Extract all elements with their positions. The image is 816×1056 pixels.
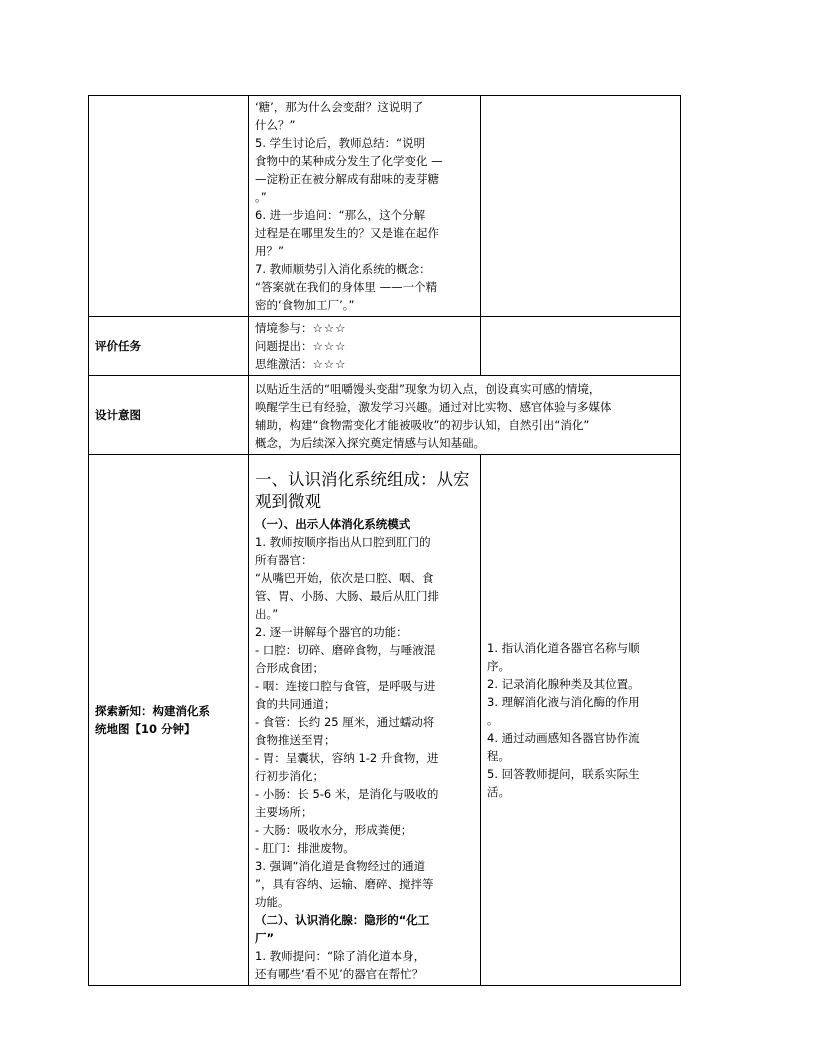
subsection-heading-line: 厂” xyxy=(255,931,275,945)
evaluation-label: 评价任务 xyxy=(89,317,249,376)
explore-row xyxy=(89,455,681,986)
text-line: 以贴近生活的“咀嚼馒头变甜”现象为切入点，创设真实可感的情境， xyxy=(255,382,601,396)
text-line: 辅助，构建“食物需变化才能被吸收”的初步认知，自然引出“消化” xyxy=(255,418,590,432)
text-line: 2. 逐一讲解每个器官的功能： xyxy=(255,625,408,639)
text-line: 什么？” xyxy=(255,118,296,132)
text-line: 6. 进一步追问：“那么，这个分解 xyxy=(255,208,426,222)
row1-content-cell xyxy=(249,96,481,317)
text-line: “从嘴巴开始，依次是口腔、咽、食 xyxy=(255,571,434,585)
text-line: 食物中的某种成分发生了化学变化 — xyxy=(255,154,443,168)
explore-label-line: 统地图【10 分钟】 xyxy=(95,722,196,736)
text-line: 5. 学生讨论后，教师总结：“说明 xyxy=(255,136,426,150)
text-line: 。” xyxy=(255,190,267,204)
evaluation-item-name: 思维激活： xyxy=(255,357,313,371)
text-line: 概念，为后续深入探究奠定情感与认知基础。 xyxy=(255,436,485,450)
text-line: 食的共同通道； xyxy=(255,697,336,711)
text-line: 密的‘食物加工厂’。” xyxy=(255,298,355,312)
row1-label-cell xyxy=(89,96,249,317)
text-line: 功能。 xyxy=(255,895,290,909)
text-line: - 小肠：长 5-6 米，是消化与吸收的 xyxy=(255,787,439,801)
design-intent-label: 设计意图 xyxy=(89,376,249,455)
text-line: 唤醒学生已有经验，激发学习兴趣。通过对比实物、感官体验与多媒体 xyxy=(255,400,612,414)
text-line: 行初步消化； xyxy=(255,769,324,783)
lesson-plan-table xyxy=(88,95,681,986)
process-continuation-row xyxy=(89,96,681,317)
text-line: 1. 教师提问：“除了消化道本身， xyxy=(255,949,426,963)
text-line: 1. 教师按顺序指出从口腔到肛门的 xyxy=(255,535,431,549)
section-heading-line: 观到微观 xyxy=(255,492,321,511)
row1-student-cell xyxy=(481,96,681,317)
text-line: 2. 记录消化腺种类及其位置。 xyxy=(487,677,640,691)
text-line: 4. 通过动画感知各器官协作流 xyxy=(487,731,640,745)
subsection-heading: （一）、出示人体消化系统模式 xyxy=(255,517,411,531)
text-line: 程。 xyxy=(487,749,510,763)
text-line: 所有器官： xyxy=(255,553,313,567)
text-line: - 食管：长约 25 厘米，通过蠕动将 xyxy=(255,715,435,729)
text-line: 用？” xyxy=(255,244,284,258)
evaluation-item-name: 问题提出： xyxy=(255,339,313,353)
evaluation-row xyxy=(89,317,681,376)
text-line: 3. 理解消化液与消化酶的作用 xyxy=(487,695,640,709)
subsection-heading-line: （二）、认识消化腺：隐形的“化工 xyxy=(255,913,430,927)
text-line: 合形成食团； xyxy=(255,661,324,675)
text-line: - 咽：连接口腔与食管，是呼吸与进 xyxy=(255,679,436,693)
evaluation-item-name: 情境参与： xyxy=(255,321,313,335)
text-line: 序。 xyxy=(487,659,510,673)
text-line: 1. 指认消化道各器官名称与顺 xyxy=(487,641,640,655)
text-line: ‘糖’，那为什么会变甜？这说明了 xyxy=(255,100,424,114)
text-line: - 口腔：切碎、磨碎食物，与唾液混 xyxy=(255,643,436,657)
text-line: 7. 教师顺势引入消化系统的概念： xyxy=(255,262,431,276)
text-line: —淀粉正在被分解成有甜味的麦芽糖 xyxy=(255,172,439,186)
text-line: 食物推送至胃； xyxy=(255,733,336,747)
rating-stars: ☆☆☆ xyxy=(312,339,347,353)
text-line: 管、胃、小肠、大肠、最后从肛门排 xyxy=(255,589,439,603)
text-line: 主要场所； xyxy=(255,805,313,819)
design-intent-row xyxy=(89,376,681,455)
section-heading xyxy=(255,469,474,513)
explore-teacher-cell xyxy=(249,455,481,986)
subsection-heading xyxy=(255,911,474,947)
explore-label xyxy=(89,455,249,986)
evaluation-item xyxy=(255,355,474,373)
evaluation-item xyxy=(255,319,474,337)
text-line: “答案就在我们的身体里 ——一个精 xyxy=(255,280,438,294)
text-line: ”，具有容纳、运输、磨碎、搅拌等 xyxy=(255,877,434,891)
text-line: 过程是在哪里发生的？又是谁在起作 xyxy=(255,226,439,240)
explore-student-cell xyxy=(481,455,681,986)
evaluation-student-cell xyxy=(481,317,681,376)
text-line: 还有哪些‘看不见’的器官在帮忙？ xyxy=(255,967,424,981)
rating-stars: ☆☆☆ xyxy=(312,357,347,371)
evaluation-content-cell xyxy=(249,317,481,376)
text-line: - 大肠：吸收水分，形成粪便； xyxy=(255,823,413,837)
explore-label-line: 探索新知：构建消化系 xyxy=(95,704,210,718)
evaluation-item xyxy=(255,337,474,355)
rating-stars: ☆☆☆ xyxy=(312,321,347,335)
text-line: 活。 xyxy=(487,785,510,799)
text-line: 出。” xyxy=(255,607,279,621)
section-heading-line: 一、认识消化系统组成：从宏 xyxy=(255,470,470,489)
text-line: - 肛门：排泄废物。 xyxy=(255,841,355,855)
text-line: 3. 强调“消化道是食物经过的通道 xyxy=(255,859,426,873)
text-line: 。 xyxy=(487,713,499,727)
text-line: - 胃：呈囊状，容纳 1-2 升食物，进 xyxy=(255,751,439,765)
text-line: 5. 回答教师提问，联系实际生 xyxy=(487,767,640,781)
design-intent-content-cell xyxy=(249,376,681,455)
